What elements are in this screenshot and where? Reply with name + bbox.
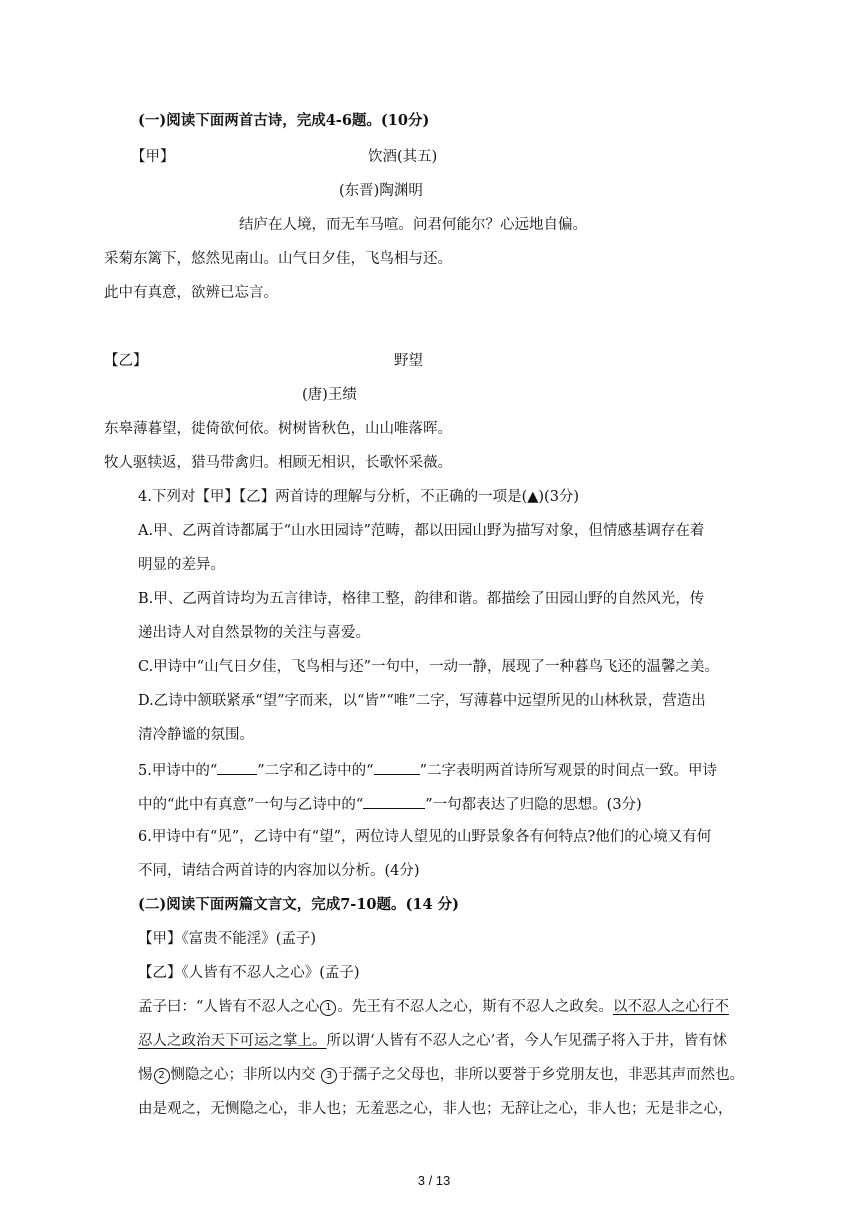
- passage-line: 忍人之政治天下可运之掌上。所以谓‘人皆有不忍人之心’者，今人乍见孺子将入于井，皆有怵: [138, 1033, 728, 1049]
- footnote-marker: 2: [154, 1068, 170, 1084]
- poem-a-author: (东晋)陶渊明: [339, 183, 423, 199]
- text-b-title: 【乙】《人皆有不忍人之心》(孟子): [138, 965, 360, 981]
- text-a-title: 【甲】《富贵不能淫》(孟子): [138, 931, 317, 947]
- passage-line: 孟子曰：“人皆有不忍人之心 1 。先王有不忍人之心，斯有不忍人之政矣。以不忍人之心行不: [138, 999, 729, 1015]
- answer-blank[interactable]: [374, 759, 420, 775]
- question-4-stem: 4.下列对【甲】【乙】两首诗的理解与分析，不正确的一项是(▲)(3分): [138, 489, 580, 505]
- option-a-cont: 明显的差异。: [138, 557, 225, 573]
- footnote-marker: 3: [321, 1068, 337, 1084]
- poem-a-line: 采菊东篱下，悠然见南山。山气日夕佳，飞鸟相与还。: [104, 251, 452, 267]
- poem-b-author: (唐)王绩: [302, 387, 357, 403]
- question-5-line1: 5.甲诗中的“ ”二字和乙诗中的“ ”二字表明两首诗所写观景的时间点一致。甲诗: [138, 759, 717, 781]
- passage-line: 由是观之，无恻隐之心，非人也；无羞恶之心，非人也；无辞让之心，非人也；无是非之心，: [138, 1101, 733, 1117]
- footnote-marker: 1: [320, 1000, 336, 1016]
- page-number: 3 / 13: [417, 1173, 451, 1188]
- option-c: C.甲诗中“山气日夕佳，飞鸟相与还”一句中，一动一静，展现了一种暮鸟飞还的温馨之美。: [138, 659, 720, 675]
- poem-b-tag: 【乙】: [104, 353, 148, 369]
- section-heading-2: (二)阅读下面两篇文言文，完成7-10题。(14 分): [138, 896, 459, 913]
- option-a: A.甲、乙两首诗都属于“山水田园诗”范畴，都以田园山野为描写对象，但情感基调存在着: [138, 523, 705, 539]
- option-b-cont: 递出诗人对自然景物的关注与喜爱。: [138, 625, 370, 641]
- answer-blank[interactable]: [363, 793, 425, 809]
- question-5-line2: 中的“此中有真意”一句与乙诗中的“ ”一句都表达了归隐的思想。(3分): [138, 793, 642, 815]
- option-b: B.甲、乙两首诗均为五言律诗，格律工整，韵律和谐。都描绘了田园山野的自然风光，传: [138, 591, 705, 607]
- underlined-sentence: 忍人之政治天下可运之掌上。: [138, 1033, 327, 1049]
- poem-a-title: 饮酒(其五): [368, 149, 438, 165]
- option-d: D.乙诗中颔联紧承“望”字而来，以“皆”“唯”二字，写薄暮中远望所见的山林秋景，营造出: [138, 693, 706, 709]
- section-heading: (一)阅读下面两首古诗，完成4-6题。(10分): [138, 112, 430, 129]
- answer-blank[interactable]: [217, 759, 257, 775]
- question-6-line2: 不同，请结合两首诗的内容加以分析。(4分): [138, 863, 420, 879]
- poem-b-title: 野望: [394, 353, 423, 369]
- poem-b-line: 牧人驱犊返，猎马带禽归。相顾无相识，长歌怀采薇。: [104, 455, 452, 471]
- poem-b-line: 东皋薄暮望，徙倚欲何依。树树皆秋色，山山唯落晖。: [104, 421, 452, 437]
- poem-a-line: 结庐在人境，而无车马喧。问君何能尔？心远地自偏。: [239, 217, 587, 233]
- passage-line: 惕 2 恻隐之心；非所以内交 3 于孺子之父母也，非所以要誉于乡党朋友也，非恶其声而然也。: [138, 1067, 745, 1083]
- poem-a-line: 此中有真意，欲辨已忘言。: [104, 285, 278, 301]
- underlined-sentence: 以不忍人之心行不: [612, 999, 729, 1015]
- option-d-cont: 清冷静谧的氛围。: [138, 727, 254, 743]
- poem-a-tag: 【甲】: [131, 149, 175, 165]
- question-6-line1: 6.甲诗中有“见”，乙诗中有“望”，两位诗人望见的山野景象各有何特点?他们的心境又有何: [138, 829, 712, 845]
